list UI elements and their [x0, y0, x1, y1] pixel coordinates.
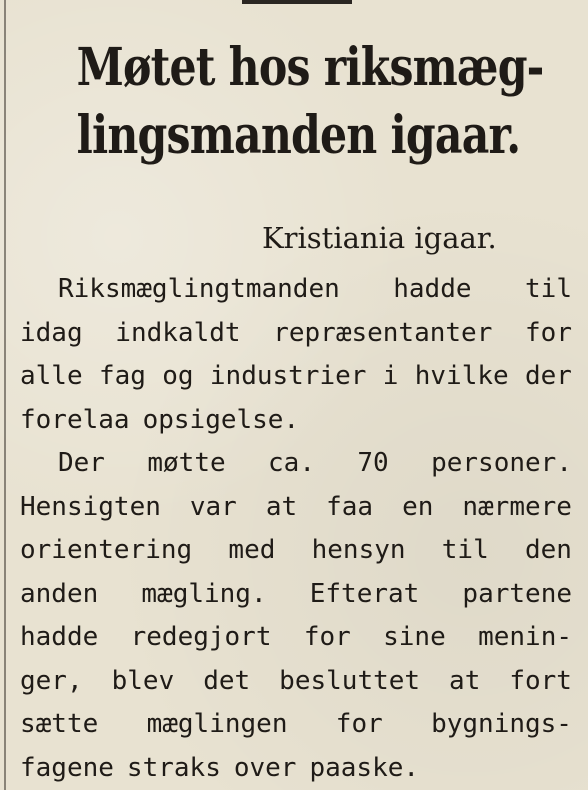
headline [76, 34, 544, 170]
body-word: hadde [393, 274, 472, 304]
body-word: sætte [20, 709, 99, 739]
body-word: over [233, 752, 297, 783]
body-word: blev [111, 665, 175, 696]
headline-line-1: Møtet hos riksmæg- [76, 37, 544, 98]
body-word: hvilke [414, 361, 509, 391]
body-word: idag [20, 317, 83, 348]
article-body [20, 268, 572, 790]
body-line [20, 703, 572, 747]
body-line [20, 442, 572, 486]
body-word: 70 [357, 448, 389, 478]
body-word: alle [20, 361, 83, 391]
body-word: den [524, 535, 572, 565]
body-word: redegjort [130, 622, 272, 652]
body-word: Efterat [309, 578, 420, 609]
body-line [20, 573, 572, 617]
body-word: møtte [147, 448, 226, 478]
body-word: en [402, 491, 434, 522]
body-line [20, 660, 572, 704]
dateline: Kristiania igaar. [262, 221, 497, 255]
body-word: med [228, 535, 276, 565]
body-line [20, 355, 572, 399]
body-word: forelaa [20, 404, 130, 435]
body-word: personer. [431, 448, 572, 478]
body-line [20, 486, 572, 530]
body-word: til [441, 535, 489, 565]
body-word: for [335, 709, 383, 739]
body-line [20, 747, 572, 790]
body-word: Der [58, 448, 105, 478]
top-rule [242, 0, 352, 4]
body-word: mægling. [141, 578, 267, 609]
body-word: ca. [268, 448, 315, 478]
body-word: bygnings- [431, 709, 572, 739]
body-word: i [382, 361, 399, 391]
body-word: faa [326, 491, 374, 522]
headline-line-2: lingsmanden igaar. [76, 105, 521, 166]
body-word: opsigelse. [142, 404, 300, 435]
body-line [20, 399, 572, 443]
body-word: nærmere [462, 491, 572, 522]
body-word: var [189, 491, 237, 522]
body-word: hensyn [311, 535, 406, 565]
body-word: repræsentanter [273, 317, 493, 348]
body-word: der [525, 361, 572, 391]
body-word: til [525, 274, 572, 304]
body-word: Hensigten [20, 491, 161, 522]
body-line [20, 312, 572, 356]
body-word: fagene [20, 752, 114, 783]
body-word: for [525, 317, 572, 348]
column-rule [4, 0, 6, 790]
body-word: anden [20, 578, 99, 609]
body-word: ger, [20, 665, 83, 696]
body-word: partene [462, 578, 572, 609]
body-word: for [303, 622, 351, 652]
body-word: straks [126, 752, 221, 783]
body-word: mæglingen [146, 709, 288, 739]
body-word: paaske. [309, 752, 420, 783]
body-word: orientering [20, 535, 193, 565]
body-word: industrier [209, 361, 367, 391]
body-word: at [449, 665, 481, 696]
body-word: menin- [478, 622, 572, 652]
body-word: hadde [20, 622, 99, 652]
body-word: indkaldt [115, 317, 241, 348]
body-line [20, 529, 572, 573]
body-word: og [162, 361, 194, 391]
body-word: besluttet [279, 665, 421, 696]
body-word: det [203, 665, 251, 696]
body-word: fort [509, 665, 572, 696]
body-word: Riksmæglingtmanden [58, 274, 340, 304]
body-line [20, 616, 572, 660]
body-word: at [265, 491, 298, 522]
body-word: sine [383, 622, 446, 652]
body-line [20, 268, 572, 312]
body-word: fag [98, 361, 146, 391]
